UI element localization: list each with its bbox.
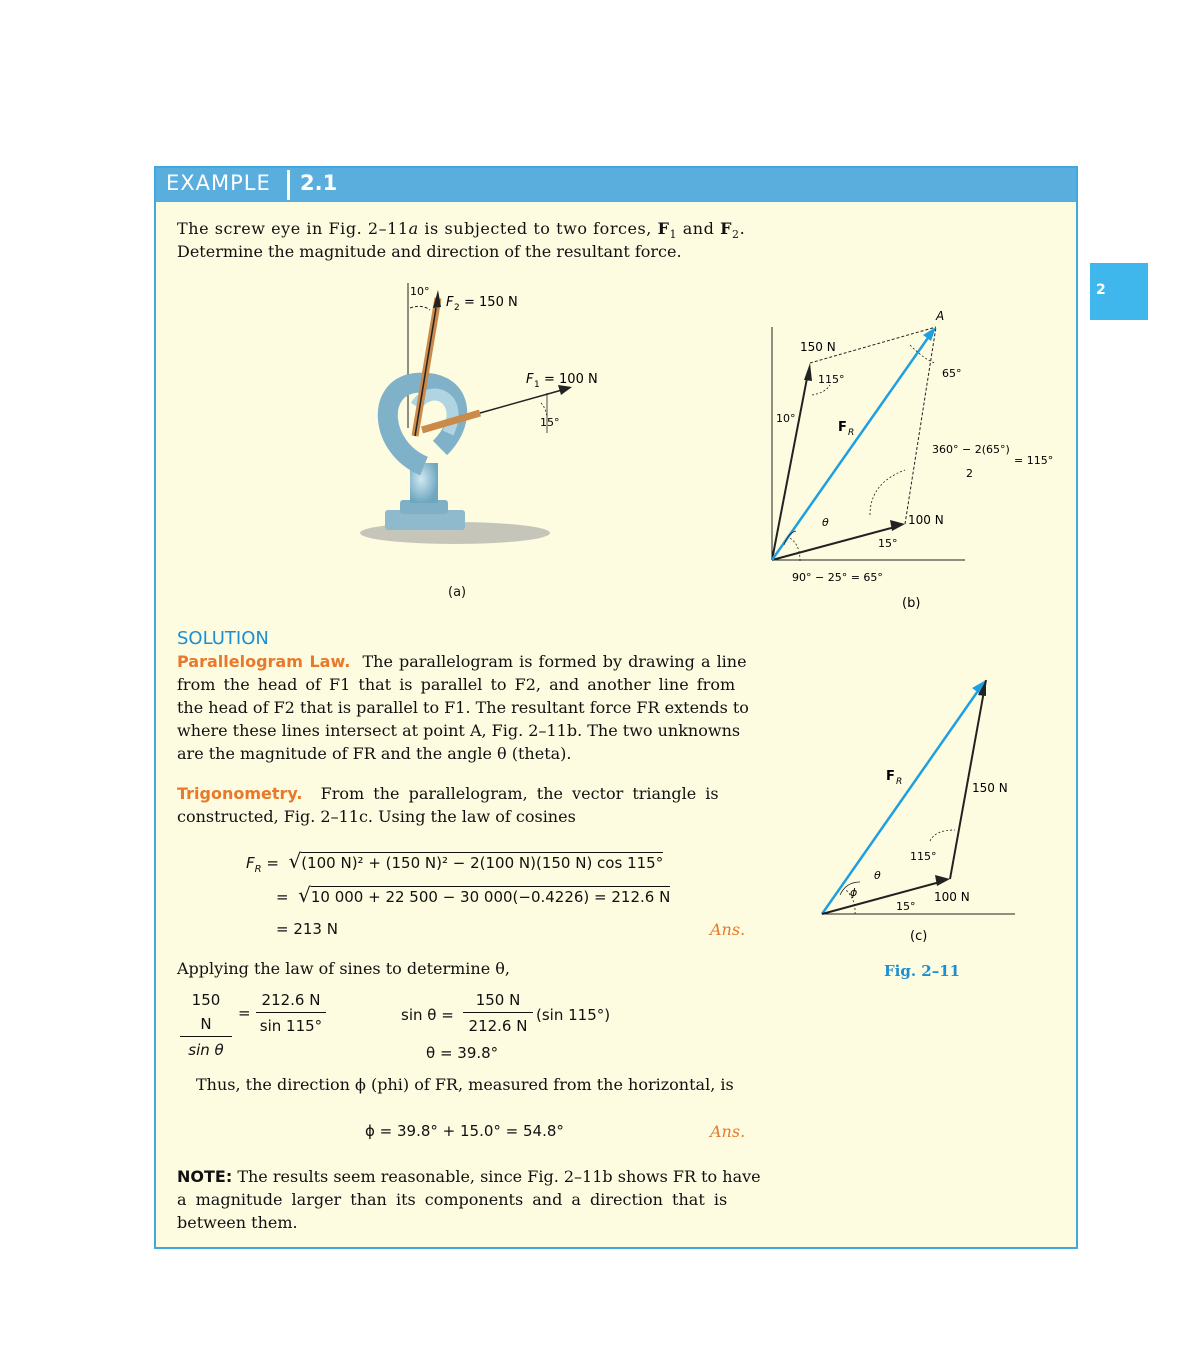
fig-c-label-100: 100 N xyxy=(934,890,970,904)
parallelogram-line-4: where these lines intersect at point A, Fig. 2–11b. The two unknowns xyxy=(177,721,741,740)
note-line-1: NOTE: The results seem reasonable, since Fig. 2–11b shows FR to have xyxy=(177,1167,761,1186)
cosine-eq-3: = 213 N xyxy=(276,920,338,938)
theta-result: θ = 39.8° xyxy=(426,1044,499,1062)
fig-b-point-A: A xyxy=(936,309,945,323)
fig-a-caption-text: (a) xyxy=(448,585,467,600)
note-line-2: a magnitude larger than its components and a direction that is xyxy=(177,1190,728,1209)
intro-line-2: Determine the magnitude and direction of the resultant force. xyxy=(177,242,682,261)
chapter-tab[interactable] xyxy=(1090,263,1148,320)
parallelogram-heading: Parallelogram Law. xyxy=(177,652,351,671)
sines-intro: Applying the law of sines to determine θ, xyxy=(177,959,510,978)
svg-text:1: 1 xyxy=(534,380,540,390)
fig-b-angle-10: 10° xyxy=(776,412,796,425)
figure-title: Fig. 2–11 xyxy=(884,962,961,980)
direction-text: Thus, the direction ϕ (phi) of FR, measured from the horizontal, is xyxy=(196,1075,734,1094)
parallelogram-line-3: the head of F2 that is parallel to F1. The resultant force FR extends to xyxy=(177,698,749,717)
fig-a-f2-label: = 150 N xyxy=(464,295,518,310)
svg-text:R: R xyxy=(848,428,855,438)
sin-lhs: sin θ = xyxy=(401,1006,454,1024)
svg-text:F: F xyxy=(838,420,847,435)
sin-fraction: $\frac{150 N}{212.6 N}$ xyxy=(463,988,533,1039)
svg-text:θ: θ xyxy=(822,516,829,529)
example-label: EXAMPLE xyxy=(166,171,271,195)
sin-tail: (sin 115°) xyxy=(536,1006,611,1024)
fig-b-eq-den: 2 xyxy=(966,467,973,480)
fig-c-label-150: 150 N xyxy=(972,781,1008,795)
svg-text:R: R xyxy=(896,777,903,787)
fig-b-label-100: 100 N xyxy=(908,513,944,527)
fig-b-eq-top: 360° − 2(65°) xyxy=(932,443,1010,456)
trigonometry-line-2: constructed, Fig. 2–11c. Using the law of cosines xyxy=(177,807,576,826)
ratio-1: $\frac{150 N}{\text{sin θ}}$ xyxy=(180,988,232,1063)
ratio-2: $\frac{212.6 N}{\sin 115^\circ}$ xyxy=(256,988,326,1039)
svg-text:F: F xyxy=(446,295,454,310)
fig-b-eq-bottom: 90° − 25° = 65° xyxy=(792,571,883,584)
example-number: 2.1 xyxy=(300,171,338,195)
chapter-tab-number: 2 xyxy=(1096,282,1106,298)
fig-a-f1-label: = 100 N xyxy=(544,372,598,387)
figure-a-screw-eye xyxy=(330,278,650,578)
svg-text:ϕ: ϕ xyxy=(850,886,858,899)
fig-b-caption: (b) xyxy=(902,596,921,611)
trigonometry-line-1: Trigonometry. From the parallelogram, the vector triangle is xyxy=(177,784,719,803)
svg-text:F: F xyxy=(526,372,534,387)
note-label: NOTE: xyxy=(177,1167,233,1186)
parallelogram-line-2: from the head of F1 that is parallel to F2, and another line from xyxy=(177,675,736,694)
fig-c-angle-15: 15° xyxy=(896,900,916,913)
fig-b-angle-65: 65° xyxy=(942,367,962,380)
cosine-eq-2: = √10 000 + 22 500 − 30 000(−0.4226) = 212.6 N xyxy=(276,883,671,907)
svg-text:2: 2 xyxy=(454,303,460,313)
header-divider xyxy=(287,170,290,200)
fig-b-angle-15: 15° xyxy=(878,537,898,550)
cosine-eq-1: $F_R = √(100$ N)² + (150 N)² − 2(100 N)(150 N) cos 115° xyxy=(246,849,664,875)
fig-a-angle-10: 10° xyxy=(410,285,430,298)
parallelogram-line-5: are the magnitude of FR and the angle θ (theta). xyxy=(177,744,572,763)
note-line-3: between them. xyxy=(177,1213,298,1232)
trigonometry-heading: Trigonometry. xyxy=(177,784,303,803)
figure-c-vector-triangle xyxy=(810,670,1050,990)
fig-c-caption: (c) xyxy=(910,929,928,944)
fig-b-angle-115: 115° xyxy=(818,373,845,386)
phi-equation: ϕ = 39.8° + 15.0° = 54.8° xyxy=(365,1122,564,1140)
figure-b-parallelogram xyxy=(760,305,1080,615)
solution-heading: SOLUTION xyxy=(177,628,269,649)
svg-text:F: F xyxy=(886,769,895,784)
parallelogram-line-1: Parallelogram Law. The parallelogram is formed by drawing a line xyxy=(177,652,747,671)
fig-b-eq-eq: = 115° xyxy=(1014,454,1054,467)
ratio-equals: = xyxy=(238,1004,251,1022)
answer-label-1: Ans. xyxy=(710,920,746,939)
fig-a-angle-15: 15° xyxy=(540,416,560,429)
fig-b-label-150: 150 N xyxy=(800,340,836,354)
svg-text:θ: θ xyxy=(874,869,881,882)
intro-line-1: The screw eye in Fig. 2–11a is subjected to two forces, $F_1$ and $F_2$. xyxy=(177,219,746,242)
answer-label-2: Ans. xyxy=(710,1122,746,1141)
fig-c-angle-115: 115° xyxy=(910,850,937,863)
example-header xyxy=(156,168,1076,202)
